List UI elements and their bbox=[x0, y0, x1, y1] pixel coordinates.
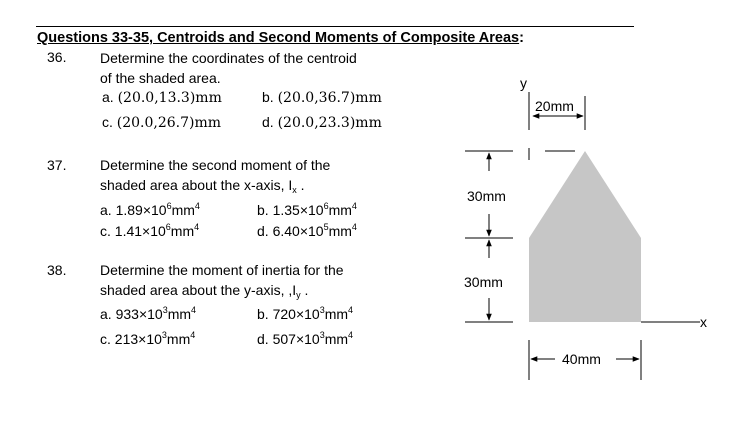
dim-bottom-width-label: 40mm bbox=[562, 351, 601, 367]
question-36-option-c[interactable]: c. (20.0,26.7)mm bbox=[102, 114, 222, 131]
question-37-number: 37. bbox=[47, 157, 67, 173]
question-37-option-a[interactable]: a. $1.89\times 10^6mm^4$ bbox=[100, 201, 200, 218]
dim-top-width-label: 20mm bbox=[535, 98, 574, 114]
y-axis-label: y bbox=[520, 75, 527, 91]
question-36-option-d[interactable]: d. (20.0,23.3)mm bbox=[262, 114, 382, 131]
page-title: Questions 33-35, Centroids and Second Moments of Composite Areas: bbox=[37, 30, 524, 46]
question-36-option-a[interactable]: a. (20.0,13.3)mm bbox=[102, 89, 222, 106]
question-36-option-b[interactable]: b. (20.0,36.7)mm bbox=[262, 89, 382, 106]
question-38-text: Determine the moment of inertia for the shaded area about the y-axis, $,I_y$ . bbox=[100, 262, 344, 300]
question-38-number: 38. bbox=[47, 262, 67, 278]
x-axis-label: x bbox=[700, 314, 707, 330]
question-38-option-a[interactable]: a. $933\times 10^3mm^4$ bbox=[100, 305, 197, 322]
shaded-area bbox=[529, 151, 641, 322]
dim-upper-height-label: 30mm bbox=[467, 188, 506, 204]
question-38-option-d[interactable]: d. $507\times 10^3mm^4$ bbox=[257, 330, 354, 347]
question-38-option-b[interactable]: b. $720\times 10^3mm^4$ bbox=[257, 305, 354, 322]
question-36-number: 36. bbox=[47, 49, 67, 65]
question-38-option-c[interactable]: c. $213\times 10^3mm^4$ bbox=[100, 330, 196, 347]
dim-lower-height-label: 30mm bbox=[464, 274, 503, 290]
question-36-text: Determine the coordinates of the centroid of the shaded area. bbox=[100, 50, 357, 86]
question-37-text: Determine the second moment of the shaded area about the x-axis, $I_x$ . bbox=[100, 157, 331, 195]
question-37-option-d[interactable]: d. $6.40\times 10^5mm^4$ bbox=[257, 222, 357, 239]
question-37-option-b[interactable]: b. $1.35\times 10^6mm^4$ bbox=[257, 201, 357, 218]
question-37-option-c[interactable]: c. $1.41\times 10^6mm^4$ bbox=[100, 222, 200, 239]
